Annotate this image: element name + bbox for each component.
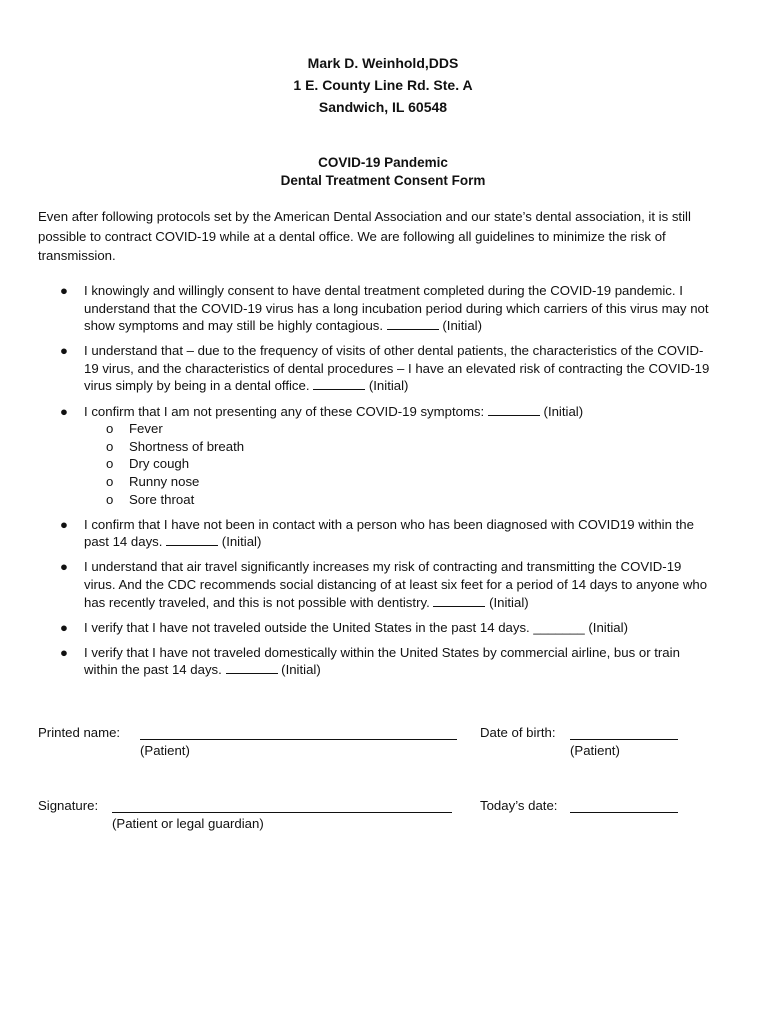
practice-city: Sandwich, IL 60548 — [318, 99, 448, 115]
form-title — [38, 154, 728, 190]
initial-label: (Initial) — [221, 534, 262, 550]
initial-label: (Initial) — [281, 662, 321, 678]
initial-blank[interactable] — [433, 594, 485, 607]
statement-text: I knowingly and willingly consent to have dental treatment completed during the COVID-19 pandemic. I understand that the COVID-19 virus has a long incubation period during which carriers of this virus may not show symptoms and may still be highly contagious. — [84, 283, 709, 334]
symptom-text: Sore throat — [129, 491, 195, 507]
signature-field[interactable] — [112, 812, 452, 813]
dob-field[interactable] — [570, 739, 678, 740]
todays-date-field[interactable] — [570, 812, 678, 813]
initial-label: (Initial) — [543, 403, 584, 419]
statement-item — [38, 619, 710, 637]
form-title-line2: Dental Treatment Consent Form — [280, 173, 486, 188]
circle-bullet-icon: o — [106, 456, 114, 472]
symptom-text: Fever — [129, 421, 163, 437]
statement-item — [38, 644, 710, 679]
initial-blank[interactable] — [226, 661, 278, 674]
statement-item — [38, 558, 710, 611]
statement-text: I verify that I have not traveled outside the United States in the past 14 days. _______ — [84, 619, 585, 635]
bullet-icon: ● — [60, 516, 68, 532]
symptom-item — [84, 455, 710, 473]
statement-text: I confirm that I am not presenting any of these COVID-19 symptoms: — [84, 403, 485, 419]
bullet-icon: ● — [60, 619, 68, 635]
circle-bullet-icon: o — [106, 491, 114, 507]
circle-bullet-icon: o — [106, 473, 114, 489]
intro-paragraph: Even after following protocols set by the American Dental Association and our state’s dental association, it is still possible to contract COVID-19 while at a dental office. We are following all guidelines to minimize the risk of transmission. — [38, 209, 691, 263]
dob-label: Date of birth: — [480, 725, 556, 740]
initial-label: (Initial) — [489, 594, 529, 610]
symptom-text: Dry cough — [129, 456, 190, 472]
dob-caption: (Patient) — [570, 743, 620, 758]
statement-item — [38, 342, 710, 395]
practice-address: 1 E. County Line Rd. Ste. A — [293, 77, 473, 93]
consent-statements — [38, 282, 710, 686]
statement-item — [38, 282, 710, 335]
bullet-icon: ● — [60, 644, 68, 660]
statement-item — [38, 516, 710, 551]
initial-label: (Initial) — [588, 619, 628, 635]
bullet-icon: ● — [60, 343, 68, 359]
symptom-item — [84, 491, 710, 509]
initial-label: (Initial) — [368, 378, 409, 394]
practice-header — [38, 52, 728, 118]
statement-text: I understand that – due to the frequency of visits of other dental patients, the characteristics of the COVID-19 virus, and the characteristics of dental procedures – I have an elevated risk of contracting the COVID-19 virus simply by being in a dental office. — [84, 343, 710, 394]
bullet-icon: ● — [60, 559, 68, 575]
printed-name-caption: (Patient) — [140, 743, 190, 758]
signature-caption: (Patient or legal guardian) — [112, 816, 264, 831]
initial-blank[interactable] — [488, 403, 540, 416]
form-title-line1: COVID-19 Pandemic — [318, 155, 448, 170]
practice-name: Mark D. Weinhold,DDS — [307, 55, 459, 71]
symptom-list — [84, 420, 710, 508]
initial-blank[interactable] — [313, 377, 365, 390]
initial-blank[interactable] — [166, 533, 218, 546]
statement-text: I understand that air travel significantly increases my risk of contracting and transmitting the COVID-19 virus. And the CDC recommends social distancing of at least six feet for a period of 14 days to anyone who has recently traveled, and this is not possible with dentistry. — [84, 559, 708, 610]
statement-text: I verify that I have not traveled domestically within the United States by commercial airline, bus or train within the past 14 days. — [84, 644, 680, 678]
symptom-text: Shortness of breath — [129, 438, 245, 454]
bullet-icon: ● — [60, 403, 68, 419]
printed-name-label: Printed name: — [38, 725, 121, 740]
signature-label: Signature: — [38, 798, 99, 813]
todays-date-label: Today’s date: — [480, 798, 558, 813]
symptom-item — [84, 473, 710, 491]
initial-label: (Initial) — [442, 318, 482, 334]
statement-text: I confirm that I have not been in contact with a person who has been diagnosed with COVID19 within the past 14 days. — [84, 516, 694, 550]
initial-blank[interactable] — [387, 317, 439, 330]
statement-item — [38, 403, 710, 509]
bullet-icon: ● — [60, 283, 68, 298]
symptom-item — [84, 438, 710, 456]
circle-bullet-icon: o — [106, 438, 114, 454]
symptom-text: Runny nose — [129, 473, 200, 489]
printed-name-field[interactable] — [140, 739, 457, 740]
circle-bullet-icon: o — [106, 421, 114, 437]
symptom-item — [84, 420, 710, 438]
